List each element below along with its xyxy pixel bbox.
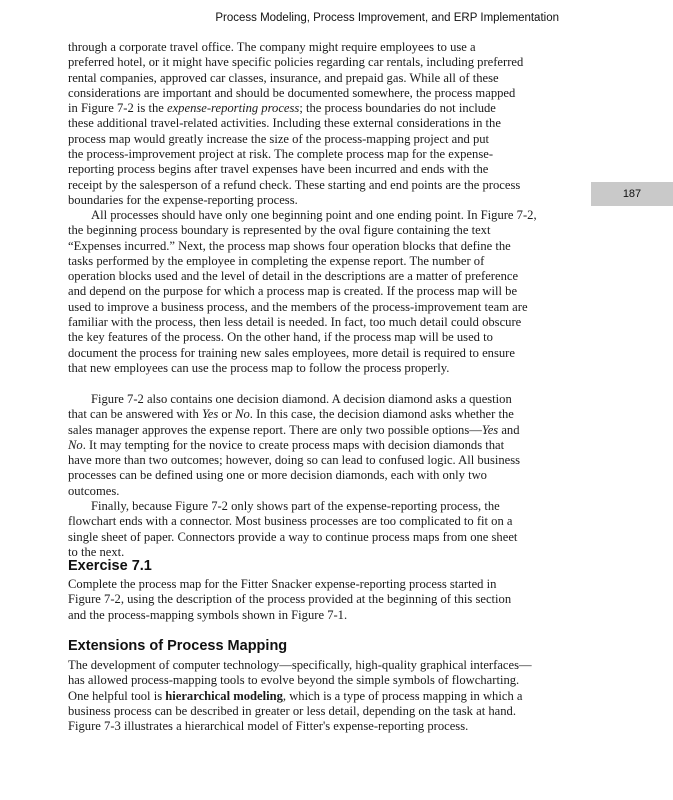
- text-line: [68, 608, 511, 623]
- text-line: [68, 193, 523, 208]
- text-segment: that can be answered with: [68, 407, 202, 422]
- text-line: [68, 484, 520, 499]
- text-segment: these additional travel-related activities. Including these external considerations in the: [68, 116, 501, 131]
- text-segment: in Figure 7-2 is the: [68, 101, 167, 116]
- text-segment: have more than two outcomes; however, doing so can lead to confused logic. All business: [68, 453, 521, 468]
- text-segment: sales manager approves the expense report. There are only two possible options—: [68, 422, 482, 437]
- text-segment: One helpful tool is: [68, 688, 166, 703]
- text-line: [68, 254, 537, 269]
- text-line: [68, 689, 532, 704]
- text-segment: document the process for training new sales employees, more detail is required to ensure: [68, 345, 515, 360]
- text-segment: preferred hotel, or it might have specific policies regarding car rentals, including preferred: [68, 55, 524, 70]
- text-line: [68, 330, 537, 345]
- page-number: 187: [591, 182, 673, 206]
- exercise-heading: Exercise 7.1: [68, 558, 152, 574]
- section-heading: Extensions of Process Mapping: [68, 638, 288, 654]
- text-segment: ; the process boundaries do not include: [299, 101, 496, 116]
- text-line: [68, 361, 537, 376]
- text-line: [68, 453, 520, 468]
- text-line: [68, 514, 517, 529]
- text-segment: the beginning process boundary is represented by the oval figure containing the text: [68, 223, 491, 238]
- text-segment: receipt by the salesperson of a refund check. These starting and end points are the process: [68, 177, 521, 192]
- text-line: [68, 704, 532, 719]
- text-segment: and depend on the purpose for which a process map is created. If the process map will be: [68, 284, 518, 299]
- text-line: [68, 315, 537, 330]
- text-line: [68, 147, 523, 162]
- text-segment: , which is a type of process mapping in which a: [282, 688, 523, 703]
- text-segment: has allowed process-mapping tools to evolve beyond the simple symbols of flowcharting.: [68, 673, 520, 688]
- text-segment: Finally, because Figure 7-2 only shows part of the expense-reporting process, the: [91, 499, 500, 513]
- text-segment: . In this case, the decision diamond asks whether the: [249, 407, 514, 422]
- text-segment: “Expenses incurred.” Next, the process map shows four operation blocks that define the: [68, 238, 511, 253]
- text-segment: Complete the process map for the Fitter Snacker expense-reporting process started in: [68, 577, 497, 591]
- paragraph-2: [68, 208, 537, 376]
- text-segment: business process can be described in greater or less detail, depending on the task at hand.: [68, 703, 516, 718]
- text-segment: flowchart ends with a connector. Most business processes are too complicated to fit on a: [68, 514, 513, 529]
- italic-text: expense-reporting process: [167, 101, 300, 116]
- italic-text: No: [235, 407, 250, 422]
- text-line: [68, 269, 537, 284]
- text-line: [68, 116, 523, 131]
- paragraph-4: [68, 499, 517, 560]
- text-segment: outcomes.: [68, 483, 120, 498]
- text-line: [68, 178, 523, 193]
- text-segment: All processes should have only one beginning point and one ending point. In Figure 7-2,: [91, 208, 537, 222]
- text-line: [68, 499, 517, 514]
- text-line: [68, 658, 532, 673]
- text-segment: and: [498, 422, 520, 437]
- text-segment: considerations are important and should be documented somewhere, the process mapped: [68, 85, 516, 100]
- text-segment: to the next.: [68, 544, 125, 559]
- bold-term: hierarchical modeling: [165, 688, 283, 703]
- text-segment: single sheet of paper. Connectors provide a way to continue process maps from one sheet: [68, 529, 518, 544]
- text-segment: process map would greatly increase the size of the process-mapping project and put: [68, 131, 490, 146]
- text-segment: Figure 7-3 illustrates a hierarchical model of Fitter's expense-reporting process.: [68, 719, 469, 734]
- text-segment: used to improve a business process, and the members of the process-improvement team are: [68, 299, 528, 314]
- text-line: [68, 162, 523, 177]
- text-segment: reporting process begins after travel expenses have been incurred and ends with the: [68, 162, 489, 177]
- text-line: [68, 223, 537, 238]
- text-segment: the key features of the process. On the other hand, if the process map will be used to: [68, 330, 493, 345]
- text-line: [68, 392, 520, 407]
- text-line: [68, 423, 520, 438]
- text-segment: through a corporate travel office. The company might require employees to use a: [68, 40, 476, 54]
- text-segment: Figure 7-2 also contains one decision diamond. A decision diamond asks a question: [91, 392, 512, 406]
- extensions-text: [68, 658, 532, 734]
- text-segment: The development of computer technology—specifically, high-quality graphical interfaces—: [68, 658, 532, 672]
- text-segment: rental companies, approved car classes, insurance, and prepaid gas. While all of these: [68, 70, 499, 85]
- italic-text: Yes: [201, 407, 219, 422]
- paragraph-3: [68, 392, 520, 499]
- text-line: [68, 86, 523, 101]
- text-segment: the process-improvement project at risk. The complete process map for the expense-: [68, 147, 494, 162]
- text-segment: . It may tempting for the novice to create process maps with decision diamonds that: [82, 437, 505, 452]
- text-line: [68, 40, 523, 55]
- text-line: [68, 71, 523, 86]
- text-segment: that new employees can use the process map to follow the process properly.: [68, 360, 450, 375]
- text-line: [68, 346, 537, 361]
- text-segment: tasks performed by the employee in completing the expense report. The number of: [68, 253, 485, 268]
- text-line: [68, 719, 532, 734]
- text-line: [68, 55, 523, 70]
- text-line: [68, 407, 520, 422]
- text-line: [68, 468, 520, 483]
- italic-text: No: [68, 437, 83, 452]
- text-segment: Figure 7-2, using the description of the process provided at the beginning of this section: [68, 592, 512, 607]
- text-line: [68, 101, 523, 116]
- text-segment: operation blocks used and the level of detail in the descriptions are a matter of preference: [68, 269, 519, 284]
- text-line: [68, 438, 520, 453]
- text-line: [68, 592, 511, 607]
- paragraph-1: [68, 40, 523, 208]
- text-line: [68, 284, 537, 299]
- text-segment: and the process-mapping symbols shown in Figure 7-1.: [68, 607, 348, 622]
- text-line: [68, 577, 511, 592]
- exercise-text: [68, 577, 511, 623]
- text-line: [68, 239, 537, 254]
- text-segment: boundaries for the expense-reporting process.: [68, 192, 298, 207]
- text-segment: or: [218, 407, 236, 422]
- text-line: [68, 673, 532, 688]
- running-header: Process Modeling, Process Improvement, and ERP Implementation: [215, 12, 559, 24]
- text-line: [68, 208, 537, 223]
- text-segment: processes can be defined using one or more decision diamonds, each with only two: [68, 468, 487, 483]
- text-line: [68, 530, 517, 545]
- text-line: [68, 132, 523, 147]
- text-segment: familiar with the process, then less detail is needed. In fact, too much detail could obscure: [68, 315, 522, 330]
- text-line: [68, 300, 537, 315]
- italic-text: Yes: [481, 422, 499, 437]
